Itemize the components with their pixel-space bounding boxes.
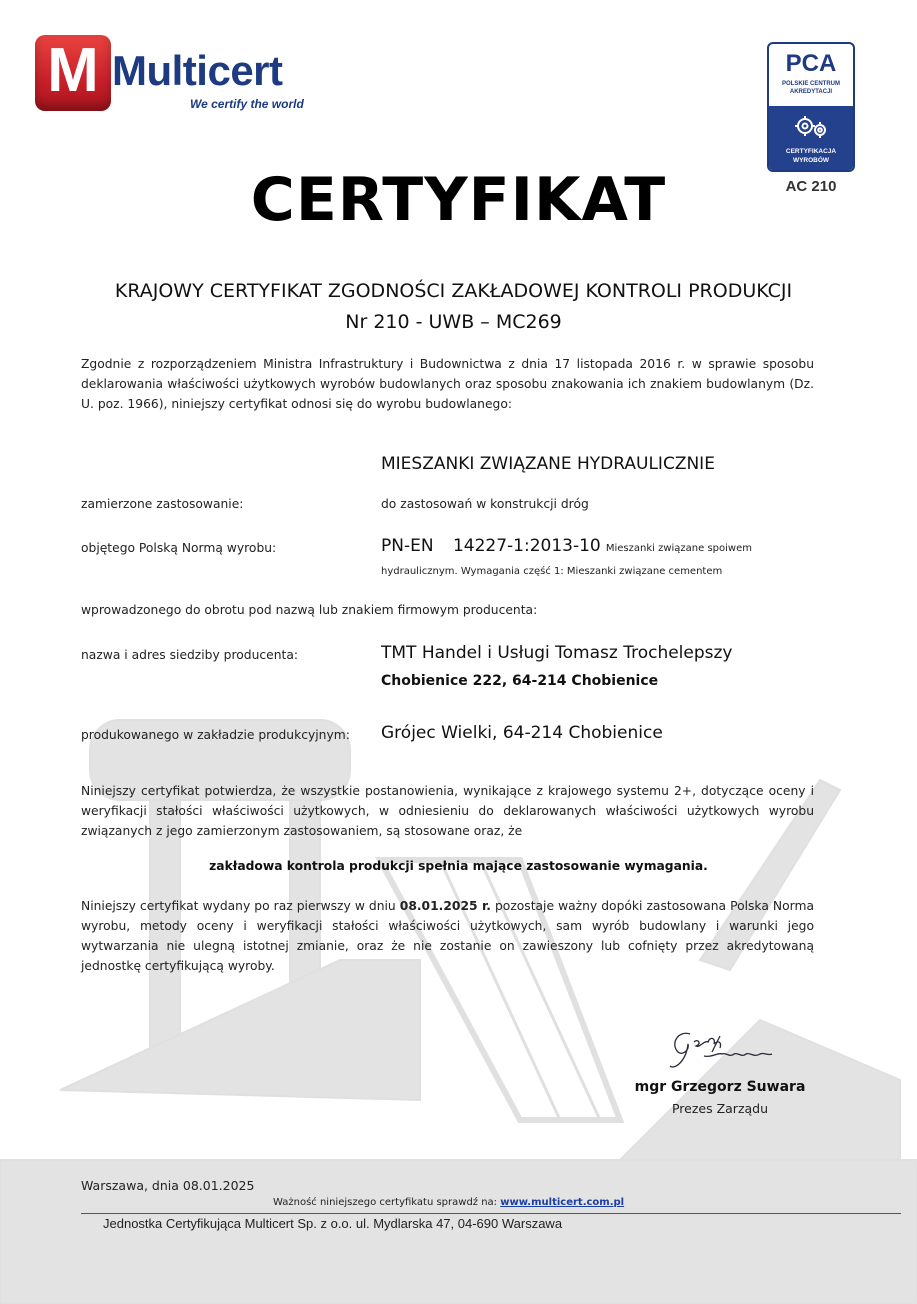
pca-scope-line1: CERTYFIKACJA: [785, 148, 837, 155]
gears-icon: [769, 108, 853, 144]
producer-label: nazwa i adres siedziby producenta:: [81, 648, 299, 662]
standard-description: Mieszanki związane spoiwem hydraulicznym. Wymagania część 1: Mieszanki związane cementem: [381, 543, 752, 577]
validity-text-after: pozostaje ważny dopóki zastosowana Polska Norma wyrobu, metody oceny i weryfikacji stałości właściwości użytkowych, sam wyrób budowlany i warunki jego wytwarzania nie ulegną istotnej zmianie, oraz że nie zostanie on zawieszony lub cofnięty przez akredytowaną jednostkę certyfikującą wyroby.: [81, 899, 814, 973]
producer-address: Chobienice 222, 64-214 Chobienice: [381, 673, 659, 689]
multicert-logo-mark: [35, 35, 111, 111]
pca-full-name-line1: POLSKIE CENTRUM: [781, 81, 840, 87]
first-issue-date: 08.01.2025 r.: [399, 899, 491, 913]
intended-use-value: do zastosowań w konstrukcji dróg: [381, 497, 589, 511]
pca-scope-band: [769, 106, 853, 170]
logo-tagline: We certify the world: [190, 97, 304, 111]
footer-address: Jednostka Certyfikująca Multicert Sp. z o.o. ul. Mydlarska 47, 04-690 Warszawa: [103, 1216, 563, 1231]
validity-paragraph: [81, 896, 814, 976]
intended-use-label: zamierzone zastosowanie:: [81, 497, 244, 511]
pca-scope-line2: WYROBÓW: [792, 157, 830, 164]
verification-text: Ważność niniejszego certyfikatu sprawdź na:: [273, 1197, 501, 1208]
confirmation-paragraph: Niniejszy certyfikat potwierdza, że wszystkie postanowienia, wynikające z krajowego systemu 2+, dotyczące oceny i weryfikacji stałości właściwości użytkowych, w odniesieniu do deklarowanych właściwości użytkowych wyrobu związanych z jego zamierzonym zastosowaniem, są stosowane oraz, że: [81, 784, 814, 838]
certificate-title: CERTYFIKAT: [250, 165, 667, 235]
standard-block: [381, 536, 814, 582]
handwritten-signature: [660, 1022, 780, 1074]
logo-letter: M: [47, 36, 99, 105]
plant-label: produkowanego w zakładzie produkcyjnym:: [81, 728, 350, 742]
product-name: MIESZANKI ZWIĄZANE HYDRAULICZNIE: [381, 454, 715, 474]
standard-label: objętego Polską Normą wyrobu:: [81, 541, 277, 555]
logo-name: Multicert: [112, 47, 283, 94]
signatory-role: Prezes Zarządu: [671, 1101, 769, 1116]
intro-paragraph: Zgodnie z rozporządzeniem Ministra Infrastruktury i Budownictwa z dnia 17 listopada 2016 r. w sprawie sposobu deklarowania właściwości użytkowych wyrobów budowlanych oraz sposobu znakowania ich znakiem budowlanym (Dz. U. poz. 1966), niniejszy certyfikat odnosi się do wyrobu budowlanego:: [81, 357, 814, 411]
pca-acronym: PCA: [785, 50, 837, 77]
compliance-statement: zakładowa kontrola produkcji spełnia mające zastosowanie wymagania.: [209, 859, 708, 873]
market-line: wprowadzonego do obrotu pod nazwą lub znakiem firmowym producenta:: [81, 603, 538, 617]
pca-accreditation-badge: [767, 42, 855, 172]
accreditation-code: AC 210: [785, 178, 837, 195]
certificate-number: Nr 210 - UWB – MC269: [345, 311, 562, 333]
pca-scope: [769, 147, 853, 165]
verification-link[interactable]: www.multicert.com.pl: [500, 1197, 625, 1208]
pca-full-name: [769, 80, 853, 96]
pca-full-name-line2: AKREDYTACJI: [789, 89, 833, 95]
signatory-name: mgr Grzegorz Suwara: [634, 1079, 806, 1095]
plant-value: Grójec Wielki, 64-214 Chobienice: [381, 723, 663, 743]
producer-name: TMT Handel i Usługi Tomasz Trochelepszy: [381, 643, 733, 663]
certificate-heading: KRAJOWY CERTYFIKAT ZGODNOŚCI ZAKŁADOWEJ KONTROLI PRODUKCJI: [114, 280, 793, 302]
verification-note: [273, 1197, 624, 1208]
standard-code: PN-EN 14227-1:2013-10: [381, 536, 601, 556]
place-and-date: Warszawa, dnia 08.01.2025: [81, 1178, 255, 1193]
footer-divider: [81, 1213, 901, 1214]
validity-text-before: Niniejszy certyfikat wydany po raz pierwszy w dniu: [81, 899, 400, 913]
